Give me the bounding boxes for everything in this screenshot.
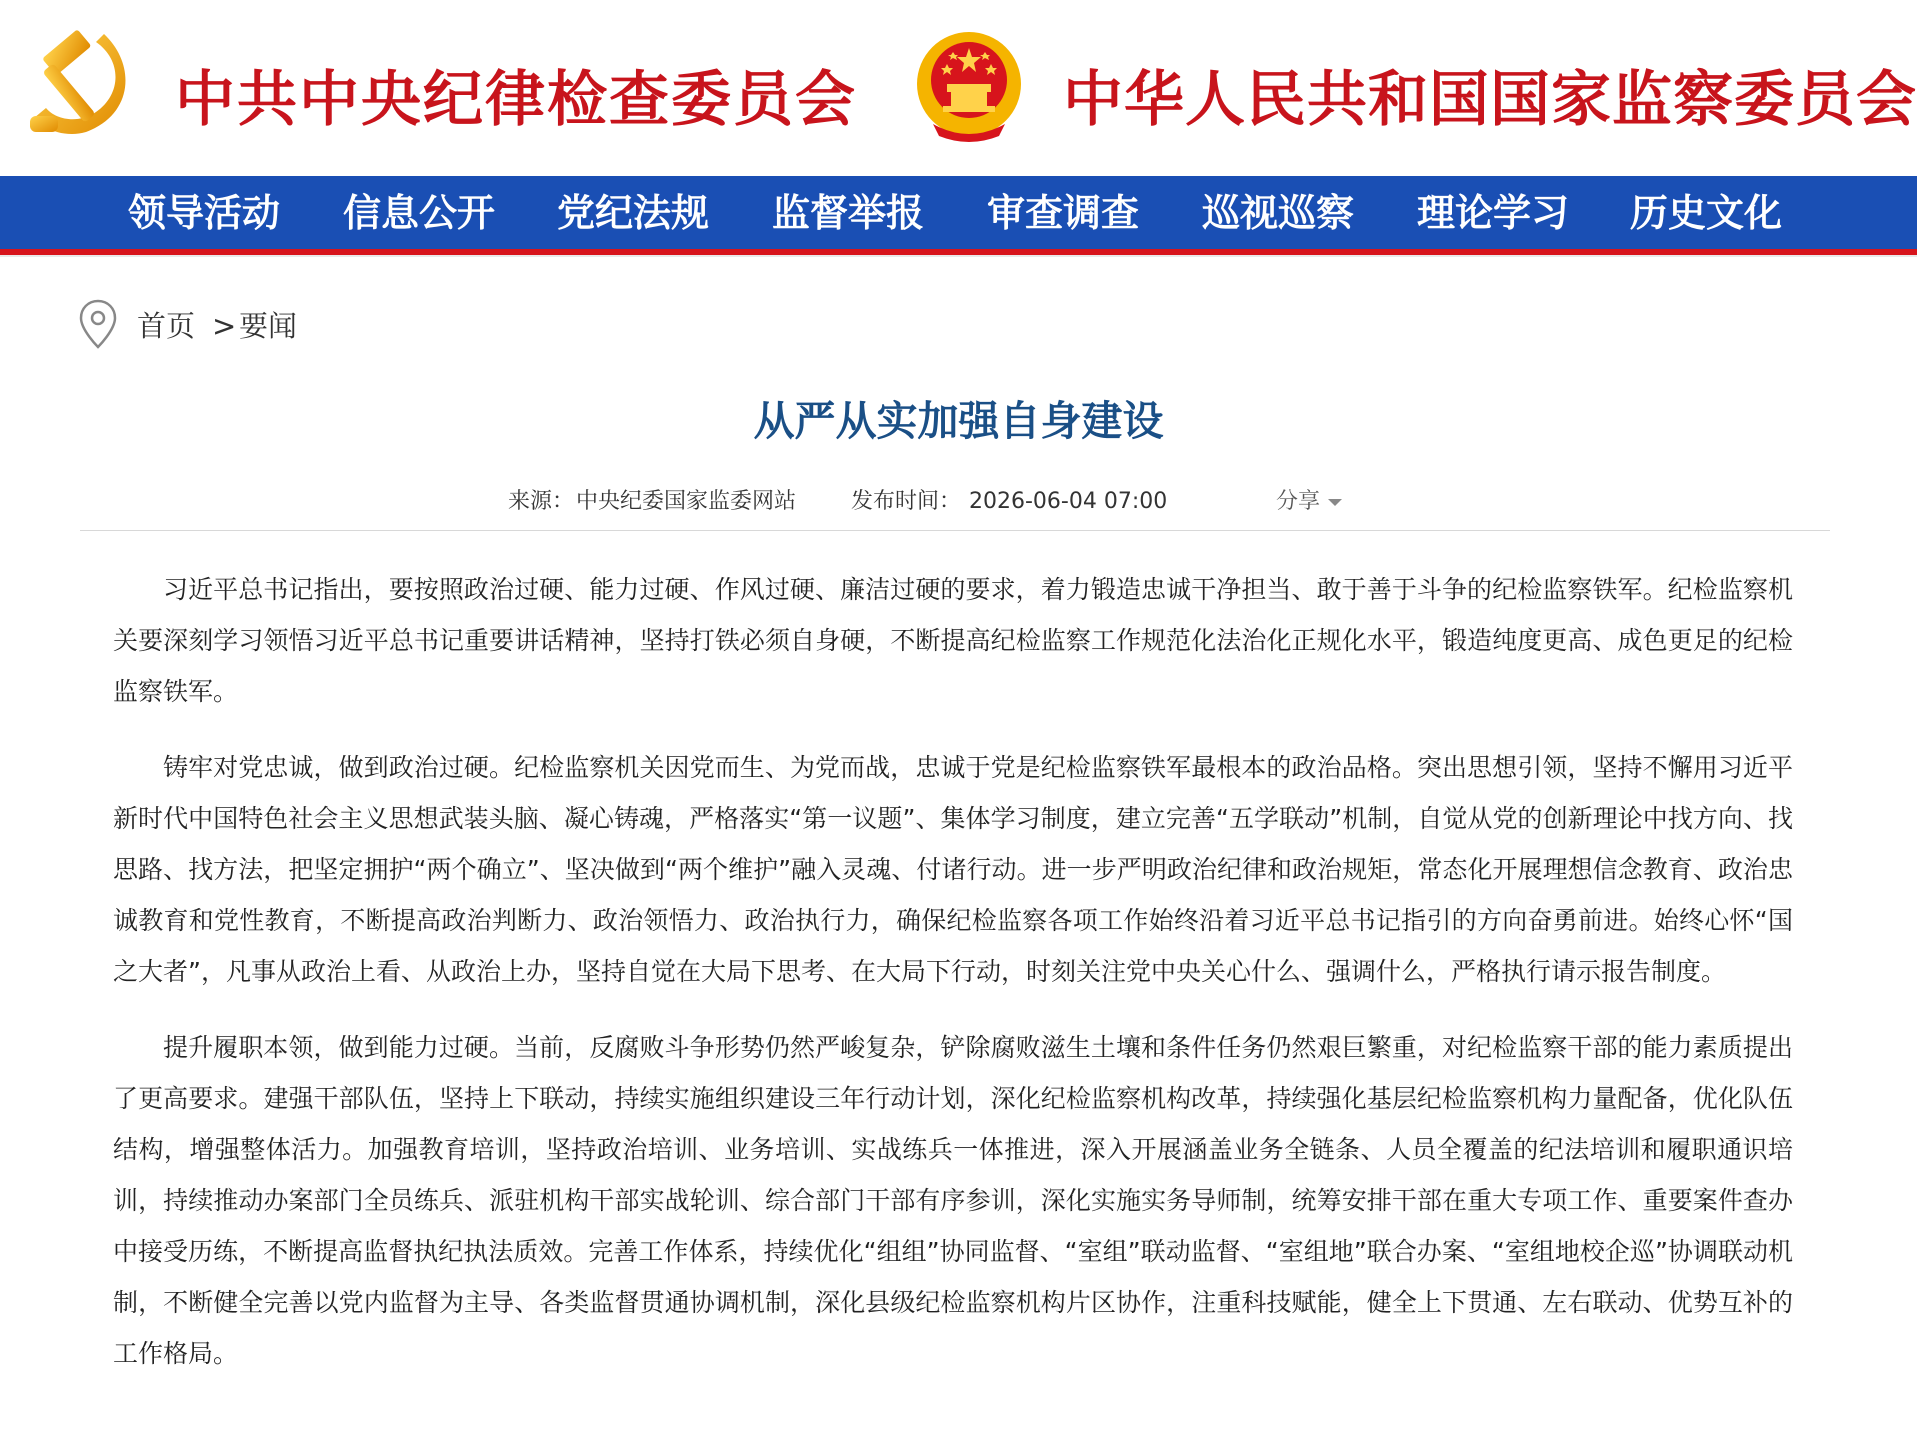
meta-divider <box>80 530 1830 531</box>
nav-item-inspection[interactable]: 巡视巡察 <box>1202 190 1355 235</box>
publish-time-value: 2026-06-04 07:00 <box>969 489 1168 514</box>
article-paragraph: 习近平总书记指出，要按照政治过硬、能力过硬、作风过硬、廉洁过硬的要求，着力锻造忠诚干净担当、敢于善于斗争的纪检监察铁军。纪检监察机关要深刻学习领悟习近平总书记重要讲话精神，坚持打铁必须自身硬，不断提高纪检监察工作规范化法治化正规化水平，锻造纯度更高、成色更足的纪检监察铁军。 <box>113 575 1793 706</box>
source-value: 中央纪委国家监委网站 <box>576 489 797 514</box>
site-header <box>0 0 1917 176</box>
party-emblem-icon[interactable] <box>26 24 136 142</box>
share-label: 分享 <box>1276 489 1321 514</box>
article-paragraph: 铸牢对党忠诚，做到政治过硬。纪检监察机关因党而生、为党而战，忠诚于党是纪检监察铁军最根本的政治品格。突出思想引领，坚持不懈用习近平新时代中国特色社会主义思想武装头脑、凝心铸魂，严格落实“第一议题”、集体学习制度，建立完善“五学联动”机制，自觉从党的创新理论中找方向、找思路、找方法，把坚定拥护“两个确立”、坚决做到“两个维护”融入灵魂、付诸行动。进一步严明政治纪律和政治规矩，常态化开展理想信念教育、政治忠诚教育和党性教育，不断提高政治判断力、政治领悟力、政治执行力，确保纪检监察各项工作始终沿着习近平总书记指引的方向奋勇前进。始终心怀“国之大者”，凡事从政治上看、从政治上办，坚持自觉在大局下思考、在大局下行动，时刻关注党中央关心什么、强调什么，严格执行请示报告制度。 <box>113 753 1793 986</box>
site-title-nsc[interactable]: 中华人民共和国国家监察委员会 <box>1063 65 1917 135</box>
nav-item-history[interactable]: 历史文化 <box>1630 190 1783 235</box>
chevron-down-icon <box>1328 499 1342 506</box>
site-title-ccdi[interactable]: 中共中央纪律检查委员会 <box>175 65 857 135</box>
article-title: 从严从实加强自身建设 <box>753 397 1164 445</box>
source-label: 来源： <box>508 489 575 514</box>
breadcrumb-separator: > <box>212 309 237 343</box>
publish-time-label: 发布时间： <box>851 489 962 514</box>
nav-item-leadership[interactable]: 领导活动 <box>128 190 281 235</box>
nav-item-investigation[interactable]: 审查调查 <box>987 190 1140 235</box>
nav-item-theory[interactable]: 理论学习 <box>1417 190 1570 235</box>
nav-shadow <box>0 255 1917 257</box>
national-emblem-icon[interactable] <box>913 28 1025 146</box>
nav-item-info-disclosure[interactable]: 信息公开 <box>343 190 496 235</box>
nav-item-regulations[interactable]: 党纪法规 <box>557 190 710 235</box>
breadcrumb-current[interactable]: 要闻 <box>239 309 298 343</box>
article-paragraph: 提升履职本领，做到能力过硬。当前，反腐败斗争形势仍然严峻复杂，铲除腐败滋生土壤和条件任务仍然艰巨繁重，对纪检监察干部的能力素质提出了更高要求。建强干部队伍，坚持上下联动，持续实施组织建设三年行动计划，深化纪检监察机构改革，持续强化基层纪检监察机构力量配备，优化队伍结构，增强整体活力。加强教育培训，坚持政治培训、业务培训、实战练兵一体推进，深入开展涵盖业务全链条、人员全覆盖的纪法培训和履职通识培训，持续推动办案部门全员练兵、派驻机构干部实战轮训、综合部门干部有序参训，深化实施实务导师制，统筹安排干部在重大专项工作、重要案件查办中接受历练，不断提高监督执纪执法质效。完善工作体系，持续优化“组组”协同监督、“室组”联动监督、“室组地”联合办案、“室组地校企巡”协调联动机制，不断健全完善以党内监督为主导、各类监督贯通协调机制，深化县级纪检监察机构片区协作，注重科技赋能，健全上下贯通、左右联动、优势互补的工作格局。 <box>113 1033 1793 1368</box>
main-nav <box>0 176 1917 249</box>
share-dropdown[interactable] <box>1276 484 1342 520</box>
location-pin-icon <box>77 298 119 350</box>
nav-item-supervision-report[interactable]: 监督举报 <box>772 190 925 235</box>
article-body <box>113 564 1793 1404</box>
breadcrumb-home[interactable]: 首页 <box>137 309 196 343</box>
